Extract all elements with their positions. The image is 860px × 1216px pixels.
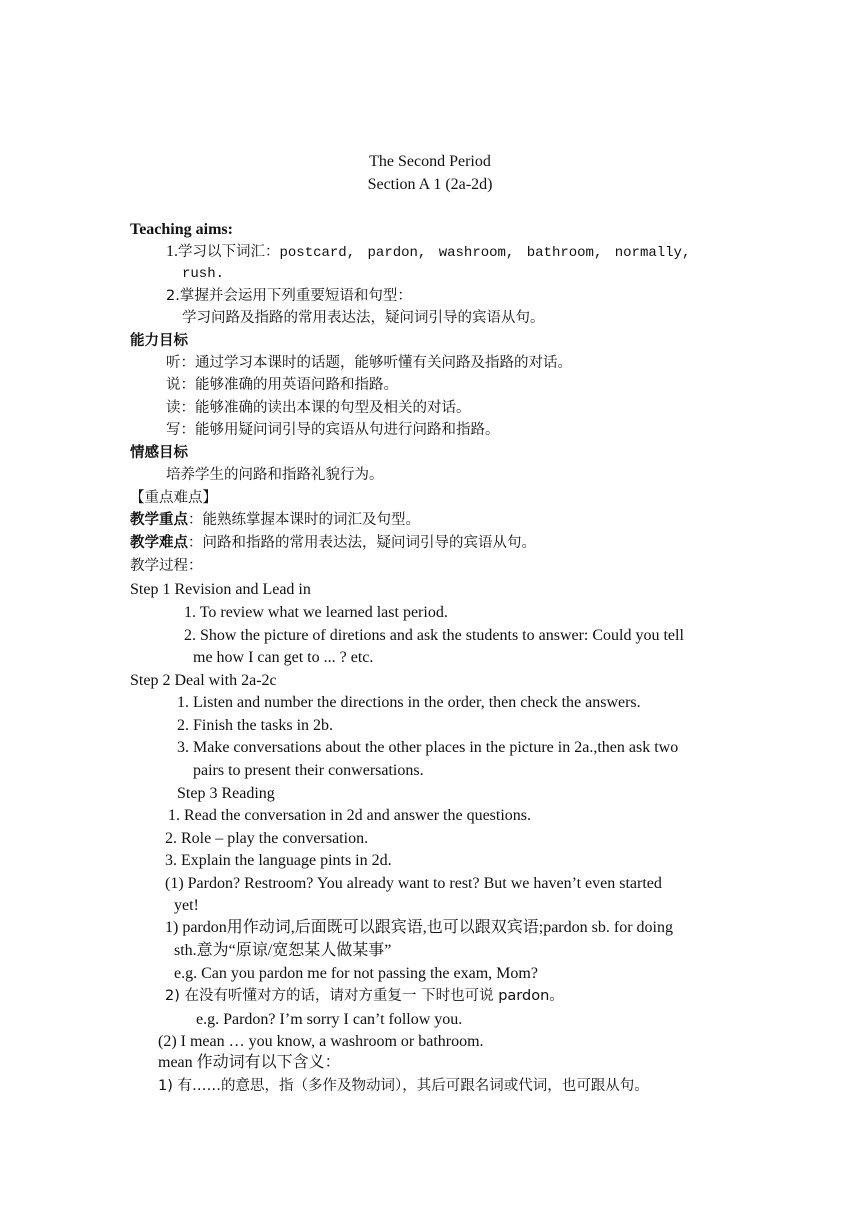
step1-item-2a: 2. Show the picture of diretions and ask the students to answer: Could you tell xyxy=(184,627,684,644)
lang1-eg1: e.g. Can you pardon me for not passing the exam, Mom? xyxy=(174,965,538,982)
ability-listen: 听：通过学习本课时的话题，能够听懂有关问路及指路的对话。 xyxy=(166,355,572,371)
step2-item-1: 1. Listen and number the directions in the order, then check the answers. xyxy=(177,694,641,711)
step3-item-2: 2. Role – play the conversation. xyxy=(165,830,369,847)
lang2-a: (2) I mean … you know, a washroom or bathroom. xyxy=(158,1033,484,1050)
emotion-heading: 情感目标 xyxy=(130,445,188,461)
difficulty-label: 教学难点 xyxy=(130,535,188,551)
document-title: The Second Period xyxy=(369,153,491,170)
step2-item-2: 2. Finish the tasks in 2b. xyxy=(177,717,334,734)
step2-item-3a: 3. Make conversations about the other places in the picture in 2a.,then ask two xyxy=(177,739,679,756)
step2-title: Step 2 Deal with 2a-2c xyxy=(130,672,277,689)
lang2-c: 1) 有……的意思，指（多作及物动词），其后可跟名词或代词，也可跟从句。 xyxy=(158,1078,649,1094)
step1-title: Step 1 Revision and Lead in xyxy=(130,581,311,598)
aims-item-1 xyxy=(166,242,690,263)
ability-speak: 说：能够准确的用英语问路和指路。 xyxy=(166,377,398,393)
aims-heading: Teaching aims: xyxy=(130,221,233,238)
aims-item-1-words: postcard, pardon, washroom, bathroom, normally, xyxy=(279,245,691,261)
focus-text: ：能熟练掌握本课时的词汇及句型。 xyxy=(188,512,420,528)
lang2-b xyxy=(158,1053,341,1073)
aims-item-1-cont: rush. xyxy=(182,266,225,282)
lang1-b: yet! xyxy=(174,897,199,914)
document-subtitle: Section A 1 (2a-2d) xyxy=(367,176,493,193)
focus-label: 教学重点 xyxy=(130,512,188,528)
focus-line xyxy=(130,510,420,530)
difficulty-text: ：问路和指路的常用表达法，疑问词引导的宾语从句。 xyxy=(188,535,536,551)
ability-read: 读：能够准确的读出本课的句型及相关的对话。 xyxy=(166,400,471,416)
step3-item-3: 3. Explain the language pints in 2d. xyxy=(165,852,392,869)
step2-item-3b: pairs to present their conwersations. xyxy=(193,762,424,779)
step3-title: Step 3 Reading xyxy=(177,785,275,802)
step1-item-2b: me how I can get to ... ? etc. xyxy=(193,649,374,666)
emotion-text: 培养学生的问路和指路礼貌行为。 xyxy=(166,467,384,483)
lang2-b-text: mean 作动词有以下含义： xyxy=(158,1054,341,1071)
aims-item-1-num: 1. xyxy=(166,243,178,260)
ability-write: 写：能够用疑问词引导的宾语从句进行问路和指路。 xyxy=(166,422,500,438)
ability-heading: 能力目标 xyxy=(130,333,188,349)
lang1-p1a: 1) pardon用作动词,后面既可以跟宾语,也可以跟双宾语;pardon sb. for doing xyxy=(165,919,673,936)
lang1-eg2: e.g. Pardon? I’m sorry I can’t follow you. xyxy=(196,1011,463,1028)
process-heading: 教学过程： xyxy=(130,558,203,574)
aims-item-2-detail: 学习问路及指路的常用表达法，疑问词引导的宾语从句。 xyxy=(182,310,545,326)
lang1-p2: 2) 在没有听懂对方的话，请对方重复一 下时也可说 pardon。 xyxy=(165,988,564,1004)
keypoints-heading: 【重点难点】 xyxy=(130,490,217,506)
step3-item-1: 1. Read the conversation in 2d and answer the questions. xyxy=(168,807,532,824)
step1-item-1: 1. To review what we learned last period. xyxy=(184,604,448,621)
aims-item-1-cn: 学习以下词汇： xyxy=(178,244,280,260)
aims-item-2: 2.掌握并会运用下列重要短语和句型： xyxy=(166,288,412,304)
difficulty-line xyxy=(130,533,536,553)
lang1-a: (1) Pardon? Restroom? You already want to rest? But we haven’t even started xyxy=(165,875,662,892)
lang1-p1b: sth.意为“原谅/宽恕某人做某事” xyxy=(174,942,392,959)
